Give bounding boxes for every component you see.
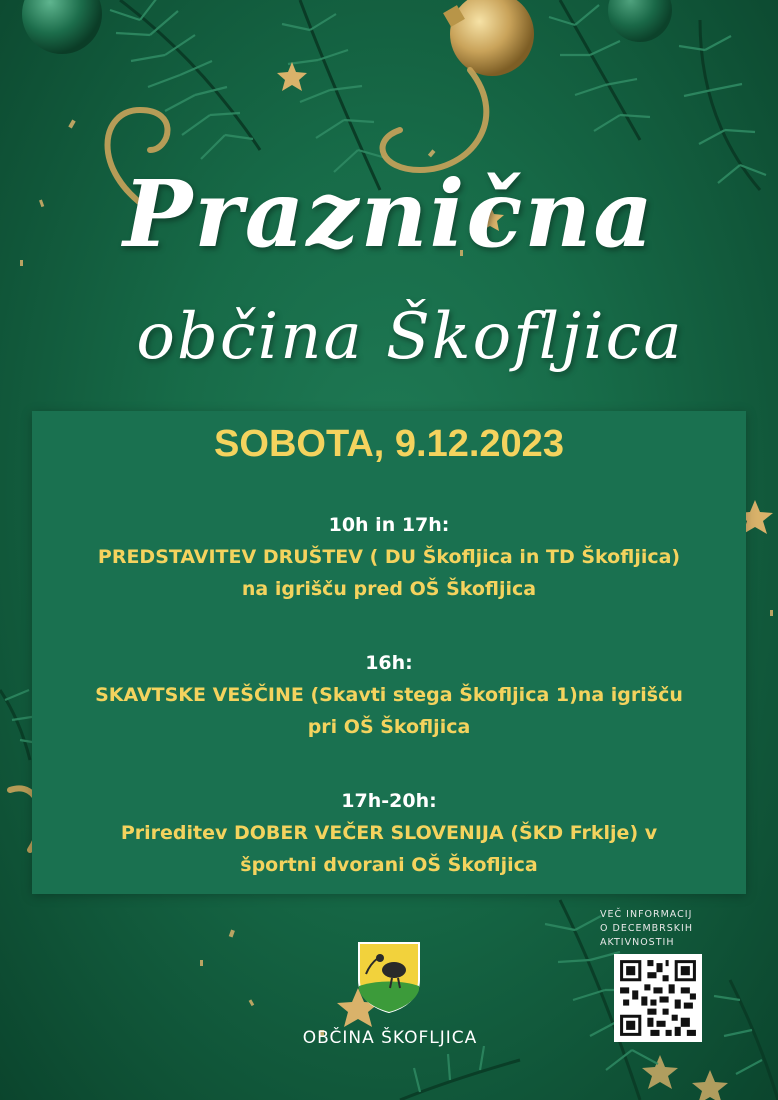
page-subtitle: občina Škofljica [136,300,684,374]
event-time: 10h in 17h: [328,514,450,536]
event-item [32,647,746,743]
qr-code-icon[interactable] [614,954,702,1042]
event-description: pri OŠ Škofljica [307,716,471,738]
event-time: 17h-20h: [341,790,437,812]
page-title: Praznična [123,160,655,268]
event-description: PREDSTAVITEV DRUŠTEV ( DU Škofljica in TD Škofljica) [97,546,681,568]
program-panel [32,411,746,894]
event-description: športni dvorani OŠ Škofljica [240,854,538,876]
event-time: 16h: [365,652,413,674]
municipality-coat-of-arms-icon [356,940,422,1014]
pine-needles-center [282,14,386,172]
event-item [32,785,746,881]
qr-caption: VEČ INFORMACIJ O DECEMBRSKIH AKTIVNOSTIH [600,909,693,948]
organization-name: OBČINA ŠKOFLJICA [302,1028,478,1048]
pine-needles-left [110,0,253,159]
event-description: na igrišču pred OŠ Škofljica [241,578,537,600]
event-date: SOBOTA, 9.12.2023 [214,423,564,465]
event-description: SKAVTSKE VEŠČINE (Skavti stega Škofljica 1)na igrišču [95,684,683,706]
event-item [32,509,746,605]
event-description: Prireditev DOBER VEČER SLOVENIJA (ŠKD Frklje) v [120,822,658,844]
green-ornament-ball [22,0,102,54]
gold-ornament-ball [450,0,534,76]
